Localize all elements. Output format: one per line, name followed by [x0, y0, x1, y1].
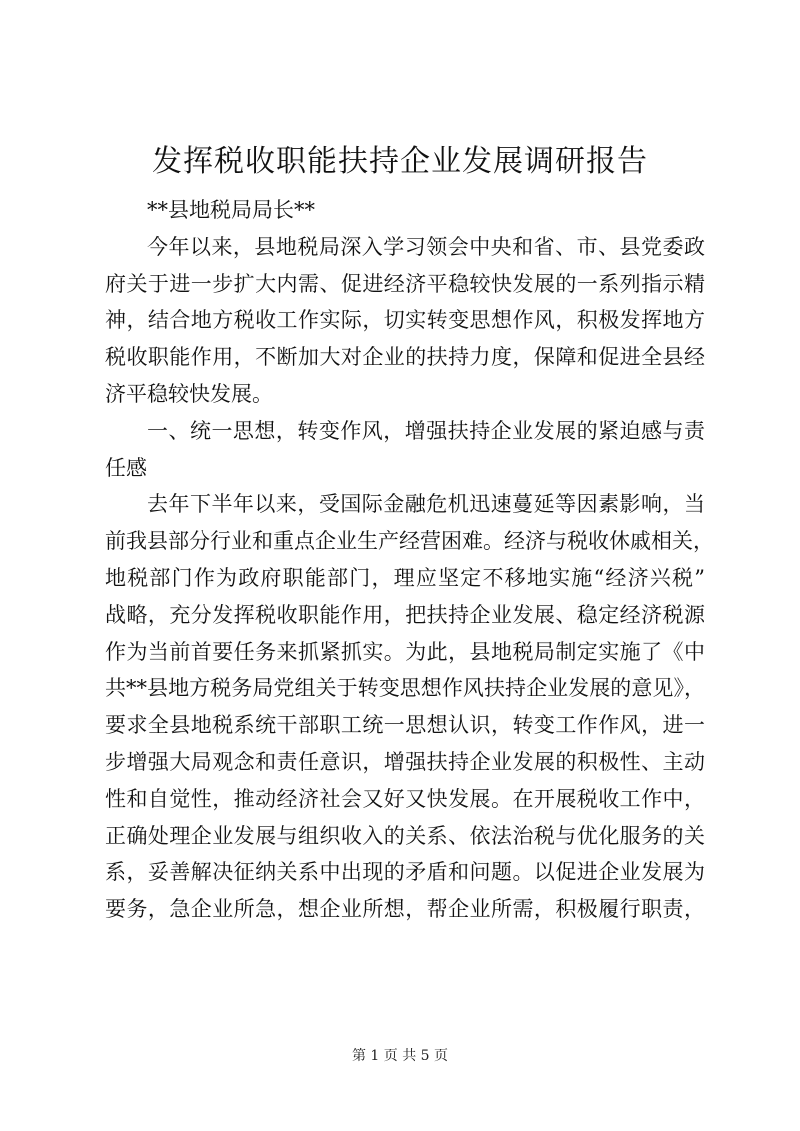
section-heading-line: 一、统一思想，转变作风，增强扶持企业发展的紧迫感与责 — [147, 418, 705, 443]
section-heading-line: 任感 — [105, 455, 147, 480]
paragraph-line: 地税部门作为政府职能部门，理应坚定不移地实施“经济兴税” — [105, 565, 705, 590]
paragraph-line: 作为当前首要任务来抓紧抓实。为此，县地税局制定实施了《中 — [105, 639, 705, 664]
paragraph-line: 前我县部分行业和重点企业生产经营困难。经济与税收休戚相关， — [105, 529, 714, 554]
paragraph-line: 性和自觉性，推动经济社会又好又快发展。在开展税收工作中， — [105, 786, 705, 811]
paragraph-line: 今年以来，县地税局深入学习领会中央和省、市、县党委政 — [147, 234, 705, 259]
paragraph-line: 要务，急企业所急，想企业所想，帮企业所需，积极履行职责， — [105, 897, 705, 922]
document-body — [105, 192, 714, 928]
document-title: 发挥税收职能扶持企业发展调研报告 — [152, 144, 648, 179]
paragraph-line: 税收职能作用，不断加大对企业的扶持力度，保障和促进全县经 — [105, 345, 705, 370]
paragraph-line: 神，结合地方税收工作实际，切实转变思想作风，积极发挥地方 — [105, 308, 705, 333]
page-number-footer: 第 1 页 共 5 页 — [351, 1048, 449, 1064]
paragraph-line: 系，妥善解决征纳关系中出现的矛盾和问题。以促进企业发展为 — [105, 860, 705, 885]
paragraph-line: 府关于进一步扩大内需、促进经济平稳较快发展的一系列指示精 — [105, 271, 705, 296]
author-line: **县地税局局长** — [147, 198, 315, 222]
paragraph-line: 去年下半年以来，受国际金融危机迅速蔓延等因素影响，当 — [147, 492, 705, 517]
paragraph-line: 济平稳较快发展。 — [105, 381, 273, 406]
paragraph-line: 战略，充分发挥税收职能作用，把扶持企业发展、稳定经济税源 — [105, 602, 705, 627]
paragraph-line: 步增强大局观念和责任意识，增强扶持企业发展的积极性、主动 — [105, 749, 705, 774]
paragraph-line: 共**县地方税务局党组关于转变思想作风扶持企业发展的意见》， — [105, 676, 705, 701]
paragraph-line: 要求全县地税系统干部职工统一思想认识，转变工作作风，进一 — [105, 713, 705, 738]
paragraph-line: 正确处理企业发展与组织收入的关系、依法治税与优化服务的关 — [105, 823, 705, 848]
